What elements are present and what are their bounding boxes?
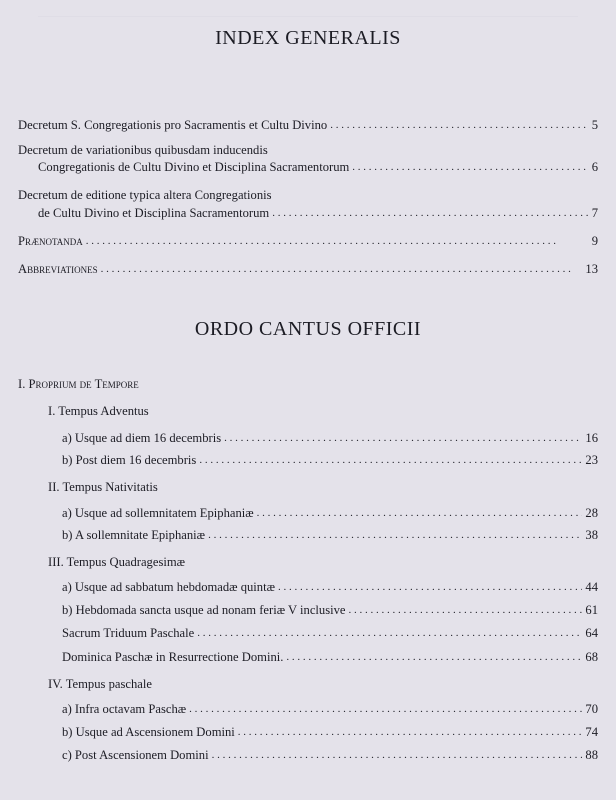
page-title: INDEX GENERALIS bbox=[215, 27, 401, 49]
toc-entry-text: b) Post diem 16 decembris bbox=[62, 453, 197, 467]
toc-entry-page: 6 bbox=[591, 160, 598, 174]
toc-entry-page: 70 bbox=[585, 702, 598, 716]
toc-entry-page: 68 bbox=[585, 650, 598, 664]
tempus-heading: II. Tempus Nativitatis bbox=[48, 480, 158, 494]
leader-dots bbox=[197, 626, 582, 641]
section-title: ORDO CANTUS OFFICII bbox=[194, 318, 422, 340]
tempus-heading: I. Tempus Adventus bbox=[48, 404, 149, 418]
toc-entry-page: 61 bbox=[585, 603, 598, 617]
toc-entry-text: a) Usque ad sabbatum hebdomadæ quintæ bbox=[62, 580, 276, 594]
toc-entry-text: a) Usque ad diem 16 decembris bbox=[62, 431, 222, 445]
toc-entry-page: 5 bbox=[591, 118, 598, 132]
toc-entry-text: b) Usque ad Ascensionem Domini bbox=[62, 725, 235, 739]
part-heading: I. Proprium de Tempore bbox=[18, 377, 139, 391]
toc-entry-abbreviationes bbox=[18, 262, 598, 277]
toc-entry bbox=[62, 453, 598, 468]
toc-entry-text: b) Hebdomada sancta usque ad nonam feriæ V inclusive bbox=[62, 603, 346, 617]
toc-entry bbox=[62, 650, 598, 665]
leader-dots bbox=[224, 431, 582, 446]
toc-entry bbox=[62, 603, 598, 618]
toc-entry-decretum-1 bbox=[18, 118, 598, 133]
toc-entry bbox=[62, 506, 598, 521]
toc-entry-page: 13 bbox=[585, 262, 598, 276]
leader-dots bbox=[286, 650, 582, 665]
leader-dots bbox=[212, 748, 583, 763]
toc-entry-text: de Cultu Divino et Disciplina Sacramentorum bbox=[38, 206, 270, 220]
toc-entry-page: 44 bbox=[585, 580, 598, 594]
toc-entry-text: c) Post Ascensionem Domini bbox=[62, 748, 209, 762]
show-through-line bbox=[38, 6, 578, 17]
toc-entry bbox=[62, 725, 598, 740]
toc-entry-text: Abbreviationes bbox=[18, 262, 98, 276]
toc-entry-text: a) Infra octavam Paschæ bbox=[62, 702, 187, 716]
leader-dots bbox=[208, 528, 582, 543]
toc-entry-page: 88 bbox=[585, 748, 598, 762]
leader-dots bbox=[238, 725, 583, 740]
toc-entry-text: b) A sollemnitate Epiphaniæ bbox=[62, 528, 206, 542]
toc-entry-text: Congregationis de Cultu Divino et Disciplina Sacramentorum bbox=[38, 160, 350, 174]
toc-entry-page: 16 bbox=[585, 431, 598, 445]
toc-entry bbox=[62, 580, 598, 595]
tempus-heading: IV. Tempus paschale bbox=[48, 677, 152, 691]
toc-entry-text: Sacrum Triduum Paschale bbox=[62, 626, 195, 640]
toc-entry-text: Prænotanda bbox=[18, 234, 83, 248]
toc-entry-page: 74 bbox=[585, 725, 598, 739]
toc-entry-page: 64 bbox=[585, 626, 598, 640]
leader-dots bbox=[278, 580, 582, 595]
toc-entry-decretum-2 bbox=[38, 160, 598, 175]
toc-entry bbox=[62, 702, 598, 717]
leader-dots bbox=[86, 234, 589, 249]
leader-dots bbox=[199, 453, 582, 468]
leader-dots bbox=[101, 262, 583, 277]
leader-dots bbox=[257, 506, 583, 521]
toc-entry-text: Decretum S. Congregationis pro Sacramentis et Cultu Divino bbox=[18, 118, 328, 132]
leader-dots bbox=[330, 118, 589, 133]
toc-entry bbox=[62, 626, 598, 641]
toc-entry-page: 9 bbox=[591, 234, 598, 248]
toc-entry-text: a) Usque ad sollemnitatem Epiphaniæ bbox=[62, 506, 254, 520]
toc-entry-text: Dominica Paschæ in Resurrectione Domini. bbox=[62, 650, 284, 664]
toc-entry-decretum-2-line1: Decretum de variationibus quibusdam inducendis bbox=[18, 143, 268, 157]
leader-dots bbox=[349, 603, 583, 618]
leader-dots bbox=[352, 160, 588, 175]
leader-dots bbox=[189, 702, 582, 717]
leader-dots bbox=[272, 206, 589, 221]
toc-entry-decretum-3 bbox=[38, 206, 598, 221]
toc-entry bbox=[62, 431, 598, 446]
toc-entry-page: 7 bbox=[591, 206, 598, 220]
toc-entry-praenotanda bbox=[18, 234, 598, 249]
tempus-heading: III. Tempus Quadragesimæ bbox=[48, 555, 186, 569]
toc-entry-page: 38 bbox=[585, 528, 598, 542]
toc-entry-page: 23 bbox=[585, 453, 598, 467]
toc-entry-page: 28 bbox=[585, 506, 598, 520]
toc-entry-decretum-3-line1: Decretum de editione typica altera Congregationis bbox=[18, 188, 272, 202]
toc-entry bbox=[62, 528, 598, 543]
toc-entry bbox=[62, 748, 598, 763]
